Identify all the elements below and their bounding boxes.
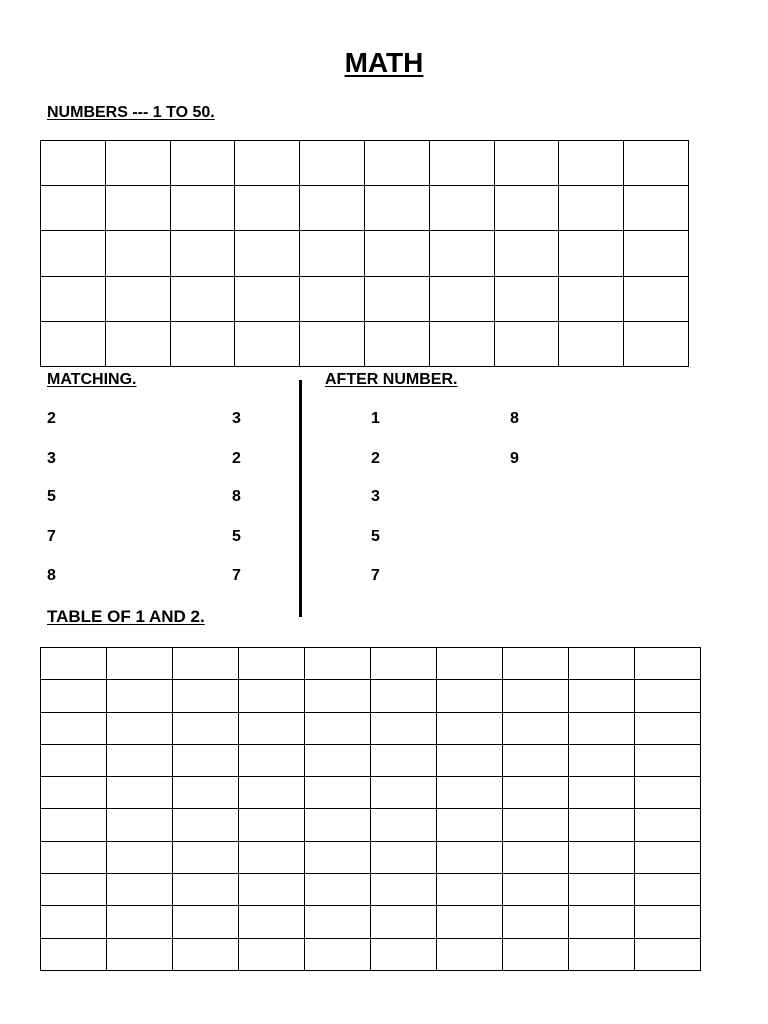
grid-cell[interactable] [569, 712, 635, 744]
grid-cell[interactable] [569, 874, 635, 906]
grid-cell[interactable] [305, 874, 371, 906]
grid-cell[interactable] [41, 680, 107, 712]
grid-cell[interactable] [41, 874, 107, 906]
matching-left-item: 8 [47, 567, 56, 584]
after-number-item: 1 [371, 410, 380, 427]
matching-right-item: 3 [232, 410, 241, 427]
grid-cell[interactable] [437, 906, 503, 938]
matching-right-item: 7 [232, 567, 241, 584]
grid-cell[interactable] [364, 141, 429, 186]
grid-cell[interactable] [437, 841, 503, 873]
grid-cell[interactable] [635, 874, 701, 906]
grid-cell[interactable] [624, 186, 689, 231]
grid-cell[interactable] [105, 186, 170, 231]
grid-cell[interactable] [569, 809, 635, 841]
after-number-item: 3 [371, 488, 380, 505]
after-number-item: 9 [510, 450, 519, 467]
grid-cell[interactable] [173, 938, 239, 970]
grid-cell[interactable] [173, 712, 239, 744]
grid-cell[interactable] [41, 841, 107, 873]
grid-cell[interactable] [300, 186, 365, 231]
grid-cell[interactable] [305, 744, 371, 776]
matching-right-item: 5 [232, 528, 241, 545]
grid-cell[interactable] [107, 680, 173, 712]
grid-cell[interactable] [503, 809, 569, 841]
grid-row [41, 186, 689, 231]
grid-cell[interactable] [429, 186, 494, 231]
grid-cell[interactable] [429, 141, 494, 186]
grid-cell[interactable] [235, 141, 300, 186]
grid-cell[interactable] [364, 321, 429, 366]
grid-cell[interactable] [239, 648, 305, 680]
grid-cell[interactable] [107, 648, 173, 680]
grid-cell[interactable] [105, 276, 170, 321]
grid-cell[interactable] [41, 744, 107, 776]
grid-cell[interactable] [503, 906, 569, 938]
grid-cell[interactable] [429, 276, 494, 321]
grid-cell[interactable] [107, 777, 173, 809]
grid-cell[interactable] [300, 321, 365, 366]
grid-cell[interactable] [635, 809, 701, 841]
grid-cell[interactable] [371, 809, 437, 841]
grid-cell[interactable] [503, 648, 569, 680]
grid-cell[interactable] [494, 231, 559, 276]
grid-row [41, 648, 701, 680]
grid-cell[interactable] [569, 906, 635, 938]
grid-cell[interactable] [305, 777, 371, 809]
grid-cell[interactable] [624, 231, 689, 276]
grid-cell[interactable] [569, 648, 635, 680]
grid-cell[interactable] [559, 231, 624, 276]
grid-cell[interactable] [300, 231, 365, 276]
grid-cell[interactable] [559, 276, 624, 321]
grid-cell[interactable] [41, 231, 106, 276]
grid-cell[interactable] [624, 141, 689, 186]
grid-cell[interactable] [437, 744, 503, 776]
grid-cell[interactable] [173, 906, 239, 938]
grid-cell[interactable] [437, 712, 503, 744]
grid-row [41, 680, 701, 712]
grid-cell[interactable] [107, 938, 173, 970]
grid-row [41, 712, 701, 744]
grid-cell[interactable] [239, 680, 305, 712]
grid-cell[interactable] [569, 680, 635, 712]
grid-cell[interactable] [429, 231, 494, 276]
numbers-grid [40, 140, 689, 367]
grid-cell[interactable] [503, 841, 569, 873]
grid-cell[interactable] [503, 938, 569, 970]
grid-cell[interactable] [371, 712, 437, 744]
grid-cell[interactable] [437, 809, 503, 841]
matching-left-item: 7 [47, 528, 56, 545]
grid-cell[interactable] [503, 744, 569, 776]
grid-cell[interactable] [107, 744, 173, 776]
grid-row [41, 276, 689, 321]
grid-cell[interactable] [235, 276, 300, 321]
grid-cell[interactable] [559, 321, 624, 366]
grid-cell[interactable] [494, 321, 559, 366]
grid-cell[interactable] [170, 276, 235, 321]
table-grid [40, 647, 701, 971]
grid-cell[interactable] [429, 321, 494, 366]
grid-cell[interactable] [503, 777, 569, 809]
grid-cell[interactable] [635, 744, 701, 776]
grid-cell[interactable] [105, 231, 170, 276]
after-number-item: 2 [371, 450, 380, 467]
grid-cell[interactable] [239, 809, 305, 841]
after-number-item: 7 [371, 567, 380, 584]
grid-cell[interactable] [364, 231, 429, 276]
grid-row [41, 777, 701, 809]
grid-row [41, 321, 689, 366]
grid-row [41, 841, 701, 873]
grid-row [41, 744, 701, 776]
grid-cell[interactable] [494, 276, 559, 321]
matching-left-item: 3 [47, 450, 56, 467]
grid-cell[interactable] [305, 809, 371, 841]
grid-cell[interactable] [173, 680, 239, 712]
grid-cell[interactable] [239, 744, 305, 776]
grid-cell[interactable] [239, 874, 305, 906]
grid-cell[interactable] [239, 777, 305, 809]
grid-cell[interactable] [107, 906, 173, 938]
matching-right-item: 2 [232, 450, 241, 467]
grid-cell[interactable] [569, 938, 635, 970]
grid-cell[interactable] [170, 231, 235, 276]
grid-row [41, 809, 701, 841]
matching-heading: MATCHING. [47, 371, 137, 388]
matching-right-item: 8 [232, 488, 241, 505]
matching-left-item: 5 [47, 488, 56, 505]
grid-cell[interactable] [635, 777, 701, 809]
grid-cell[interactable] [239, 938, 305, 970]
grid-cell[interactable] [41, 809, 107, 841]
grid-cell[interactable] [107, 809, 173, 841]
grid-cell[interactable] [559, 141, 624, 186]
matching-left-item: 2 [47, 410, 56, 427]
grid-cell[interactable] [503, 680, 569, 712]
grid-cell[interactable] [569, 744, 635, 776]
grid-cell[interactable] [305, 841, 371, 873]
grid-cell[interactable] [300, 141, 365, 186]
grid-cell[interactable] [635, 680, 701, 712]
grid-cell[interactable] [107, 712, 173, 744]
grid-cell[interactable] [239, 841, 305, 873]
grid-cell[interactable] [170, 321, 235, 366]
grid-cell[interactable] [371, 744, 437, 776]
grid-cell[interactable] [41, 186, 106, 231]
grid-cell[interactable] [624, 276, 689, 321]
grid-cell[interactable] [371, 874, 437, 906]
grid-cell[interactable] [371, 680, 437, 712]
grid-cell[interactable] [170, 141, 235, 186]
grid-cell[interactable] [235, 321, 300, 366]
grid-cell[interactable] [437, 648, 503, 680]
grid-cell[interactable] [235, 186, 300, 231]
grid-cell[interactable] [305, 938, 371, 970]
grid-cell[interactable] [437, 938, 503, 970]
grid-cell[interactable] [437, 777, 503, 809]
grid-row [41, 874, 701, 906]
grid-cell[interactable] [41, 648, 107, 680]
grid-cell[interactable] [173, 841, 239, 873]
grid-cell[interactable] [371, 841, 437, 873]
grid-cell[interactable] [371, 777, 437, 809]
grid-row [41, 141, 689, 186]
grid-cell[interactable] [364, 186, 429, 231]
grid-cell[interactable] [635, 712, 701, 744]
grid-cell[interactable] [300, 276, 365, 321]
grid-cell[interactable] [235, 231, 300, 276]
grid-cell[interactable] [371, 648, 437, 680]
grid-cell[interactable] [635, 648, 701, 680]
grid-cell[interactable] [559, 186, 624, 231]
grid-cell[interactable] [364, 276, 429, 321]
grid-cell[interactable] [305, 712, 371, 744]
grid-cell[interactable] [41, 906, 107, 938]
grid-cell[interactable] [494, 141, 559, 186]
grid-cell[interactable] [371, 906, 437, 938]
grid-cell[interactable] [635, 938, 701, 970]
grid-row [41, 231, 689, 276]
grid-cell[interactable] [624, 321, 689, 366]
grid-cell[interactable] [239, 712, 305, 744]
grid-cell[interactable] [503, 874, 569, 906]
grid-cell[interactable] [239, 906, 305, 938]
grid-cell[interactable] [170, 186, 235, 231]
grid-cell[interactable] [41, 141, 106, 186]
grid-cell[interactable] [41, 276, 106, 321]
grid-cell[interactable] [371, 938, 437, 970]
grid-cell[interactable] [494, 186, 559, 231]
grid-cell[interactable] [569, 777, 635, 809]
grid-row [41, 938, 701, 970]
section-divider [299, 380, 302, 617]
grid-cell[interactable] [305, 906, 371, 938]
after-number-item: 5 [371, 528, 380, 545]
numbers-heading: NUMBERS --- 1 TO 50. [47, 104, 215, 121]
grid-cell[interactable] [173, 809, 239, 841]
grid-cell[interactable] [173, 744, 239, 776]
grid-cell[interactable] [305, 680, 371, 712]
grid-cell[interactable] [173, 874, 239, 906]
grid-cell[interactable] [635, 906, 701, 938]
grid-cell[interactable] [105, 321, 170, 366]
grid-cell[interactable] [105, 141, 170, 186]
page-title: MATH [344, 47, 424, 78]
after-number-heading: AFTER NUMBER. [325, 371, 458, 388]
grid-cell[interactable] [173, 648, 239, 680]
grid-cell[interactable] [107, 874, 173, 906]
table-heading: TABLE OF 1 AND 2. [47, 607, 205, 626]
grid-cell[interactable] [173, 777, 239, 809]
grid-cell[interactable] [41, 712, 107, 744]
after-number-item: 8 [510, 410, 519, 427]
grid-cell[interactable] [503, 712, 569, 744]
grid-cell[interactable] [41, 777, 107, 809]
grid-cell[interactable] [437, 874, 503, 906]
grid-cell[interactable] [305, 648, 371, 680]
grid-cell[interactable] [569, 841, 635, 873]
grid-row [41, 906, 701, 938]
grid-cell[interactable] [107, 841, 173, 873]
grid-cell[interactable] [41, 321, 106, 366]
grid-cell[interactable] [437, 680, 503, 712]
grid-cell[interactable] [41, 938, 107, 970]
grid-cell[interactable] [635, 841, 701, 873]
